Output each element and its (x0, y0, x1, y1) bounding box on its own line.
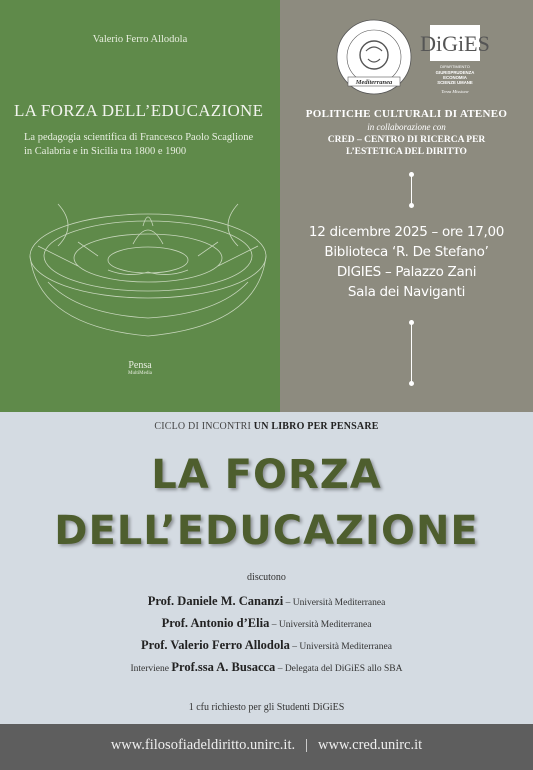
book-author: Valerio Ferro Allodola (92, 34, 188, 45)
event-place-room: Sala dei Naviganti (347, 284, 466, 300)
collaborazione: in collaborazione con (367, 122, 446, 132)
website-link-filosofia[interactable]: www.filosofiadeldiritto.unirc.it. (110, 737, 296, 753)
discussion-label: discutono (247, 572, 286, 583)
intervene-role: – Delegata del DiGiES allo SBA (275, 664, 403, 674)
digies-line2: ECONOMIA (443, 75, 467, 80)
book-subtitle-line2: in Calabria e in Sicilia tra 1800 e 1900 (24, 146, 187, 157)
speaker-affiliation: – Università Mediterranea (283, 598, 386, 608)
speaker-row (0, 616, 533, 631)
divider-dot (409, 381, 414, 386)
headline-line2: DELL’EDUCAZIONE (54, 508, 479, 554)
publisher-logo (120, 360, 160, 376)
book-cover (0, 0, 280, 412)
divider-dot (409, 203, 414, 208)
university-seal-icon (337, 20, 411, 94)
digies-logo-icon (420, 25, 490, 94)
book-title: LA FORZA DELL’EDUCAZIONE (14, 101, 264, 120)
book-subtitle-line1: La pedagogia scientifica di Francesco Paolo Scaglione (24, 132, 254, 143)
cred-name (280, 134, 533, 158)
speaker-row (0, 594, 533, 609)
publisher-name: Pensa (128, 360, 152, 371)
cycle-name: UN LIBRO PER PENSARE (253, 421, 379, 432)
digies-line3: SCIENZE UMANE (437, 80, 473, 85)
event-details (280, 222, 533, 302)
university-banner-text: Mediterranea (355, 79, 393, 86)
speaker-name: Prof. Valerio Ferro Allodola (141, 638, 290, 652)
digies-line1: GIURISPRUDENZA (435, 70, 475, 75)
divider-line-top (411, 174, 412, 206)
event-place-library: Biblioteca ‘R. De Stefano’ (324, 244, 489, 260)
digies-dept: DIPARTIMENTO (440, 64, 470, 69)
intervene-row (0, 660, 533, 675)
divider-line-bottom (411, 322, 412, 384)
engraved-bowl-illustration (18, 186, 280, 366)
footer-links (0, 737, 533, 754)
event-place-building: DIGIES – Palazzo Zani (336, 264, 477, 280)
digies-mark: DiGiES (420, 31, 490, 56)
intervene-name: Prof.ssa A. Busacca (171, 660, 276, 674)
university-logos (330, 17, 500, 101)
cred-line2: L’ESTETICA DEL DIRITTO (346, 147, 467, 157)
publisher-sub: MultiMedia (128, 371, 152, 376)
digies-tag: Terza Missione (441, 89, 469, 94)
politiche-culturali: POLITICHE CULTURALI DI ATENEO (305, 108, 508, 120)
speaker-name: Prof. Daniele M. Cananzi (147, 594, 284, 608)
headline-line1: LA FORZA (151, 452, 382, 498)
event-date: 12 dicembre 2025 – ore 17,00 (308, 224, 505, 240)
cycle-prefix: CICLO DI INCONTRI (154, 421, 252, 432)
intervene-prefix: Interviene (130, 664, 172, 674)
cred-line1: CRED – CENTRO DI RICERCA PER (327, 135, 486, 145)
credit-note: 1 cfu richiesto per gli Studenti DiGiES (188, 702, 345, 713)
speaker-affiliation: – Università Mediterranea (289, 642, 392, 652)
speaker-row (0, 638, 533, 653)
speaker-name: Prof. Antonio d’Elia (161, 616, 270, 630)
cycle-title (0, 421, 533, 432)
website-link-cred[interactable]: www.cred.unirc.it (318, 737, 423, 753)
book-subtitle (24, 131, 274, 159)
footer-separator: | (305, 737, 309, 753)
footer-bar (0, 724, 533, 770)
speaker-affiliation: – Università Mediterranea (269, 620, 372, 630)
